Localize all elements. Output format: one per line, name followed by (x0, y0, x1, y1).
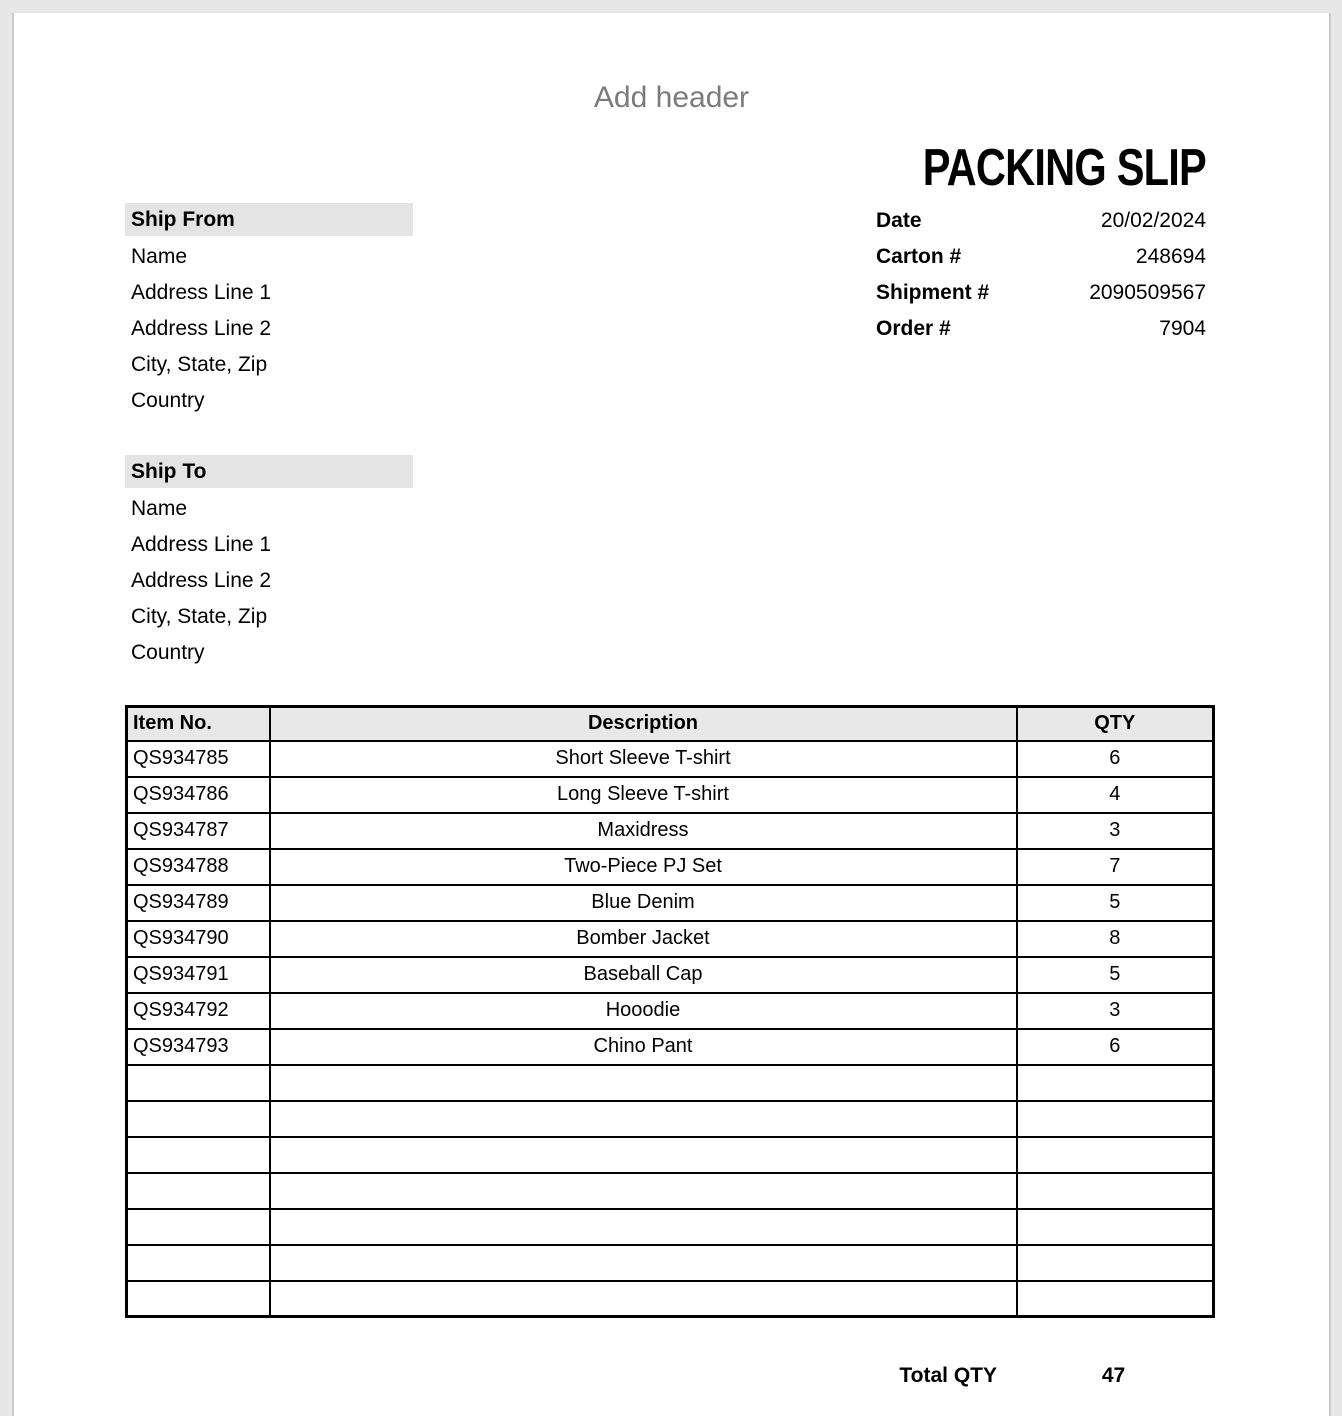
ship-from-line-1[interactable]: Address Line 1 (131, 281, 272, 304)
item-desc-cell[interactable]: Bomber Jacket (270, 921, 1017, 957)
item-desc-cell[interactable]: Maxidress (270, 813, 1017, 849)
item-desc-cell[interactable] (270, 1065, 1017, 1101)
item-item-cell[interactable] (127, 1173, 270, 1209)
ship-to-line-4[interactable]: Country (131, 641, 205, 664)
items-table-empty-row (127, 1137, 1214, 1173)
ship-from-line-0[interactable]: Name (131, 245, 188, 268)
item-item-cell[interactable] (127, 1281, 270, 1317)
meta-value[interactable]: 20/02/2024 (1100, 209, 1206, 232)
item-qty-cell[interactable]: 7 (1017, 849, 1214, 885)
shipment-meta (876, 203, 1206, 347)
item-desc-cell[interactable]: Baseball Cap (270, 957, 1017, 993)
ship-from-section (125, 203, 413, 419)
column-header-qty: QTY (1017, 707, 1214, 741)
meta-value[interactable]: 7904 (1159, 317, 1206, 340)
item-qty-cell[interactable]: 4 (1017, 777, 1214, 813)
meta-label: Carton # (876, 245, 962, 268)
ship-to-line-3[interactable]: City, State, Zip (131, 605, 268, 628)
ship-to-lines (125, 491, 413, 671)
item-qty-cell[interactable]: 3 (1017, 993, 1214, 1029)
items-table-header-row (127, 707, 1214, 741)
add-header-placeholder[interactable]: Add header (593, 81, 750, 114)
items-table-empty-row (127, 1245, 1214, 1281)
item-qty-cell[interactable] (1017, 1173, 1214, 1209)
item-desc-cell[interactable] (270, 1137, 1017, 1173)
item-item-cell[interactable]: QS934791 (127, 957, 270, 993)
item-item-cell[interactable] (127, 1209, 270, 1245)
item-desc-cell[interactable]: Chino Pant (270, 1029, 1017, 1065)
items-table-row (127, 813, 1214, 849)
item-qty-cell[interactable] (1017, 1137, 1214, 1173)
items-table-row (127, 993, 1214, 1029)
items-table-empty-row (127, 1209, 1214, 1245)
item-desc-cell[interactable]: Hooodie (270, 993, 1017, 1029)
meta-label: Date (876, 209, 922, 232)
ship-to-line-1[interactable]: Address Line 1 (131, 533, 272, 556)
ship-to-label: Ship To (125, 455, 413, 488)
item-desc-cell[interactable] (270, 1245, 1017, 1281)
total-qty-value: 47 (1101, 1364, 1126, 1387)
ship-to-line-2[interactable]: Address Line 2 (131, 569, 272, 592)
meta-row (876, 311, 1206, 347)
item-desc-cell[interactable]: Short Sleeve T-shirt (270, 741, 1017, 777)
item-qty-cell[interactable] (1017, 1209, 1214, 1245)
document-title: PACKING SLIP (922, 139, 1206, 197)
column-header-description: Description (270, 707, 1017, 741)
item-qty-cell[interactable]: 6 (1017, 741, 1214, 777)
item-qty-cell[interactable]: 5 (1017, 957, 1214, 993)
item-item-cell[interactable]: QS934793 (127, 1029, 270, 1065)
meta-row (876, 203, 1206, 239)
item-desc-cell[interactable]: Blue Denim (270, 885, 1017, 921)
item-qty-cell[interactable]: 8 (1017, 921, 1214, 957)
meta-value[interactable]: 248694 (1135, 245, 1206, 268)
item-item-cell[interactable]: QS934789 (127, 885, 270, 921)
item-qty-cell[interactable]: 5 (1017, 885, 1214, 921)
item-qty-cell[interactable] (1017, 1101, 1214, 1137)
items-table-row (127, 1029, 1214, 1065)
item-item-cell[interactable] (127, 1101, 270, 1137)
item-qty-cell[interactable] (1017, 1281, 1214, 1317)
meta-value[interactable]: 2090509567 (1089, 281, 1206, 304)
total-qty-row (125, 1358, 1212, 1394)
items-table-row (127, 777, 1214, 813)
item-desc-cell[interactable] (270, 1209, 1017, 1245)
column-header-item-no: Item No. (127, 707, 270, 741)
items-table-row (127, 885, 1214, 921)
ship-from-line-3[interactable]: City, State, Zip (131, 353, 268, 376)
items-table-row (127, 849, 1214, 885)
items-table-row (127, 921, 1214, 957)
document-page (12, 13, 1331, 1416)
item-qty-cell[interactable]: 3 (1017, 813, 1214, 849)
items-table-row (127, 741, 1214, 777)
ship-to-line-0[interactable]: Name (131, 497, 188, 520)
meta-label: Order # (876, 317, 951, 340)
item-desc-cell[interactable]: Two-Piece PJ Set (270, 849, 1017, 885)
item-desc-cell[interactable] (270, 1281, 1017, 1317)
item-desc-cell[interactable] (270, 1101, 1017, 1137)
items-table-body (127, 741, 1214, 1317)
items-table-empty-row (127, 1173, 1214, 1209)
ship-to-section (125, 455, 413, 671)
item-desc-cell[interactable]: Long Sleeve T-shirt (270, 777, 1017, 813)
items-table-empty-row (127, 1065, 1214, 1101)
item-item-cell[interactable]: QS934790 (127, 921, 270, 957)
item-item-cell[interactable]: QS934785 (127, 741, 270, 777)
item-item-cell[interactable]: QS934788 (127, 849, 270, 885)
ship-from-line-4[interactable]: Country (131, 389, 205, 412)
ship-from-label: Ship From (125, 203, 413, 236)
meta-row (876, 275, 1206, 311)
meta-label: Shipment # (876, 281, 990, 304)
item-qty-cell[interactable] (1017, 1245, 1214, 1281)
items-table (125, 705, 1215, 1318)
item-item-cell[interactable]: QS934786 (127, 777, 270, 813)
item-desc-cell[interactable] (270, 1173, 1017, 1209)
items-table-row (127, 957, 1214, 993)
total-qty-label: Total QTY (899, 1364, 997, 1387)
items-table-empty-row (127, 1101, 1214, 1137)
item-item-cell[interactable] (127, 1065, 270, 1101)
item-qty-cell[interactable]: 6 (1017, 1029, 1214, 1065)
item-item-cell[interactable]: QS934787 (127, 813, 270, 849)
ship-from-lines (125, 239, 413, 419)
item-qty-cell[interactable] (1017, 1065, 1214, 1101)
item-item-cell[interactable] (127, 1245, 270, 1281)
item-item-cell[interactable] (127, 1137, 270, 1173)
ship-from-line-2[interactable]: Address Line 2 (131, 317, 272, 340)
item-item-cell[interactable]: QS934792 (127, 993, 270, 1029)
items-table-empty-row (127, 1281, 1214, 1317)
meta-row (876, 239, 1206, 275)
